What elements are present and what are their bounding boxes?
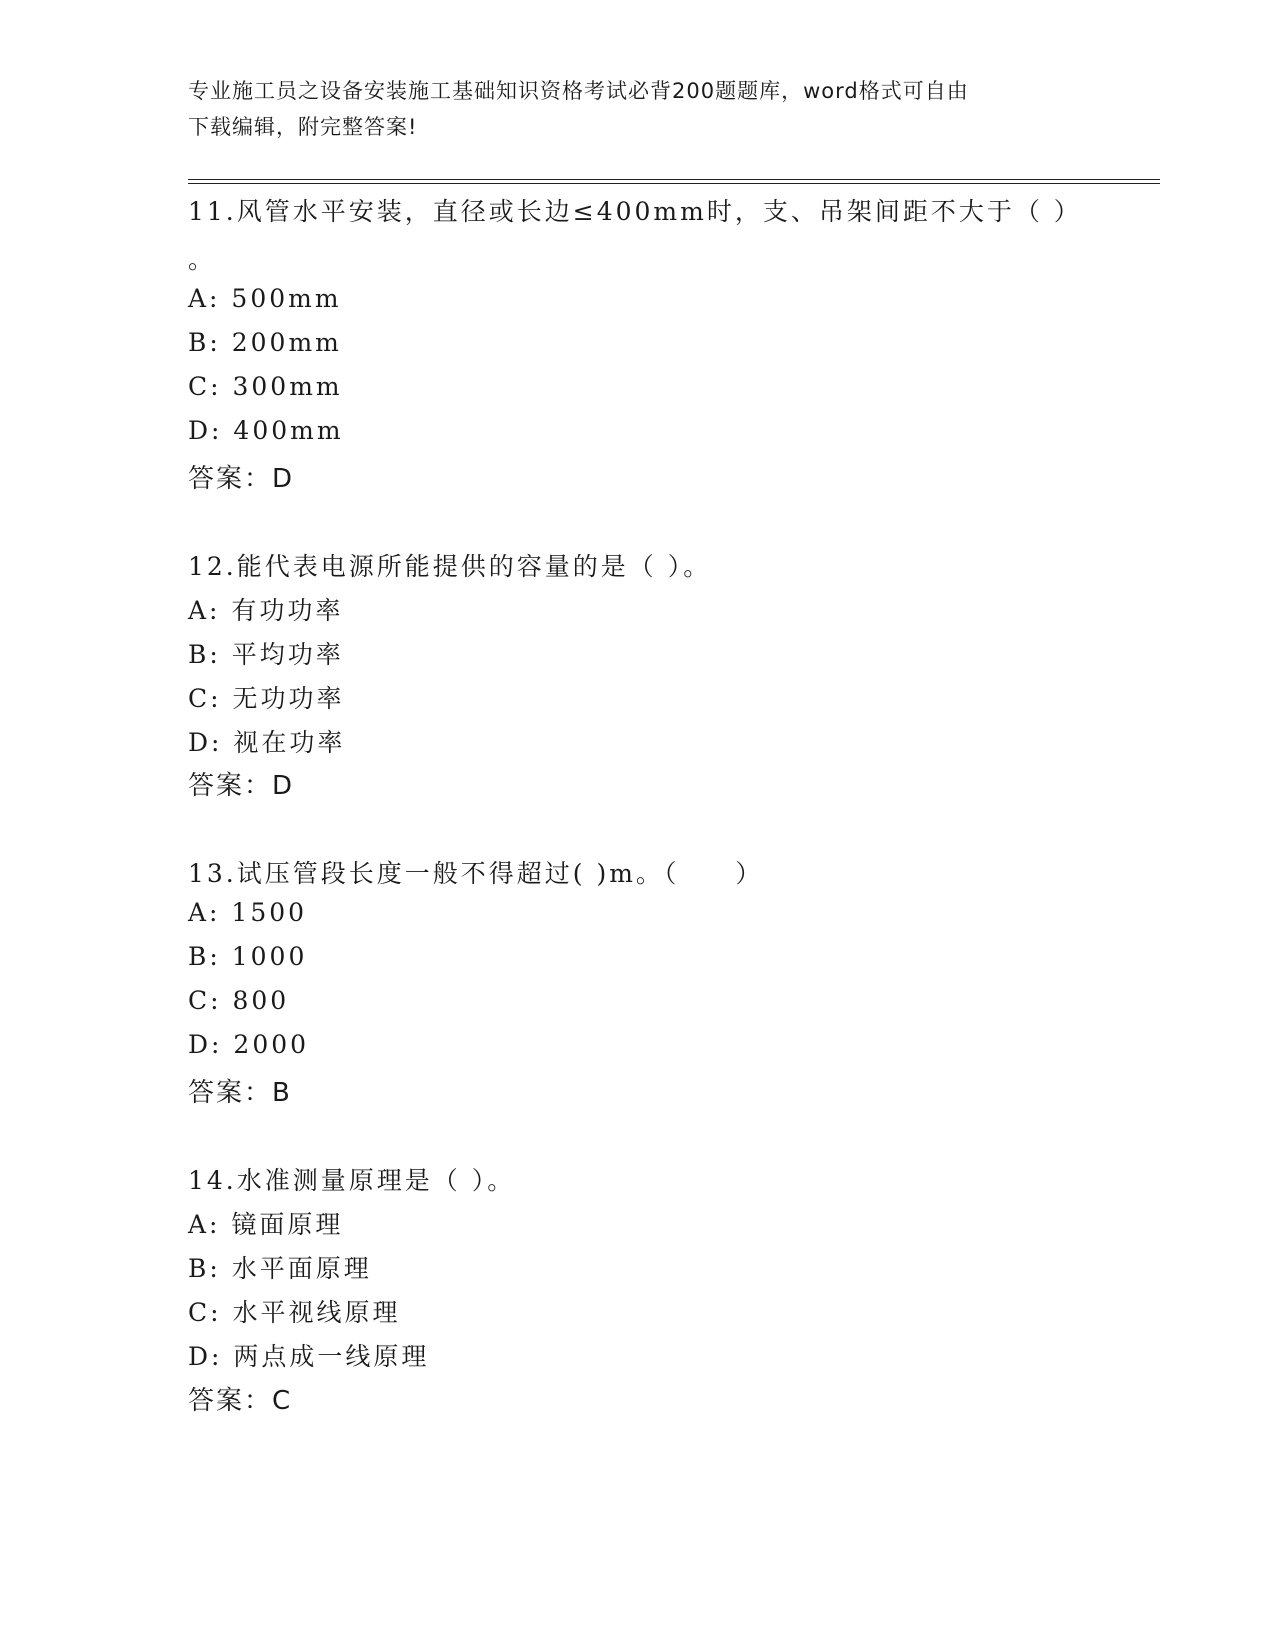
header-divider-bottom bbox=[188, 183, 1160, 184]
header-line-1: 专业施工员之设备安装施工基础知识资格考试必背200题题库，word格式可自由 bbox=[188, 79, 969, 103]
question-12-option-c: C: 无功功率 bbox=[188, 684, 345, 713]
question-13-option-c: C: 800 bbox=[188, 986, 290, 1015]
question-13-answer: 答案：B bbox=[188, 1078, 292, 1108]
question-11-stem: 11.风管水平安装，直径或长边≤400mm时，支、吊架间距不大于（ ） bbox=[188, 197, 1082, 226]
question-11-option-b: B: 200mm bbox=[188, 328, 342, 357]
question-14-option-c: C: 水平视线原理 bbox=[188, 1298, 401, 1327]
question-12-option-d: D: 视在功率 bbox=[188, 728, 346, 757]
question-11-option-d: D: 400mm bbox=[188, 416, 344, 445]
question-14-option-a: A: 镜面原理 bbox=[188, 1210, 344, 1239]
question-12-stem: 12.能代表电源所能提供的容量的是（ ）。 bbox=[188, 552, 712, 581]
question-13-option-b: B: 1000 bbox=[188, 942, 308, 971]
document-header bbox=[188, 73, 1068, 145]
question-13-option-a: A: 1500 bbox=[188, 898, 308, 927]
question-12-option-b: B: 平均功率 bbox=[188, 640, 344, 669]
question-13-option-d: D: 2000 bbox=[188, 1030, 310, 1059]
header-line-2: 下载编辑，附完整答案! bbox=[188, 115, 418, 139]
question-12-answer: 答案：D bbox=[188, 771, 295, 801]
question-14-option-b: B: 水平面原理 bbox=[188, 1254, 372, 1283]
question-11-option-c: C: 300mm bbox=[188, 372, 343, 401]
question-14-answer: 答案：C bbox=[188, 1386, 293, 1416]
question-11-stem-continuation: 。 bbox=[188, 245, 217, 274]
question-14-option-d: D: 两点成一线原理 bbox=[188, 1342, 430, 1371]
question-12-option-a: A: 有功功率 bbox=[188, 596, 344, 625]
question-14-stem: 14.水准测量原理是（ ）。 bbox=[188, 1166, 516, 1195]
question-11-answer: 答案：D bbox=[188, 464, 295, 494]
question-13-stem: 13.试压管段长度一般不得超过( )m。（ ） bbox=[188, 859, 764, 888]
question-11-option-a: A: 500mm bbox=[188, 284, 342, 313]
header-divider-top bbox=[188, 179, 1160, 180]
